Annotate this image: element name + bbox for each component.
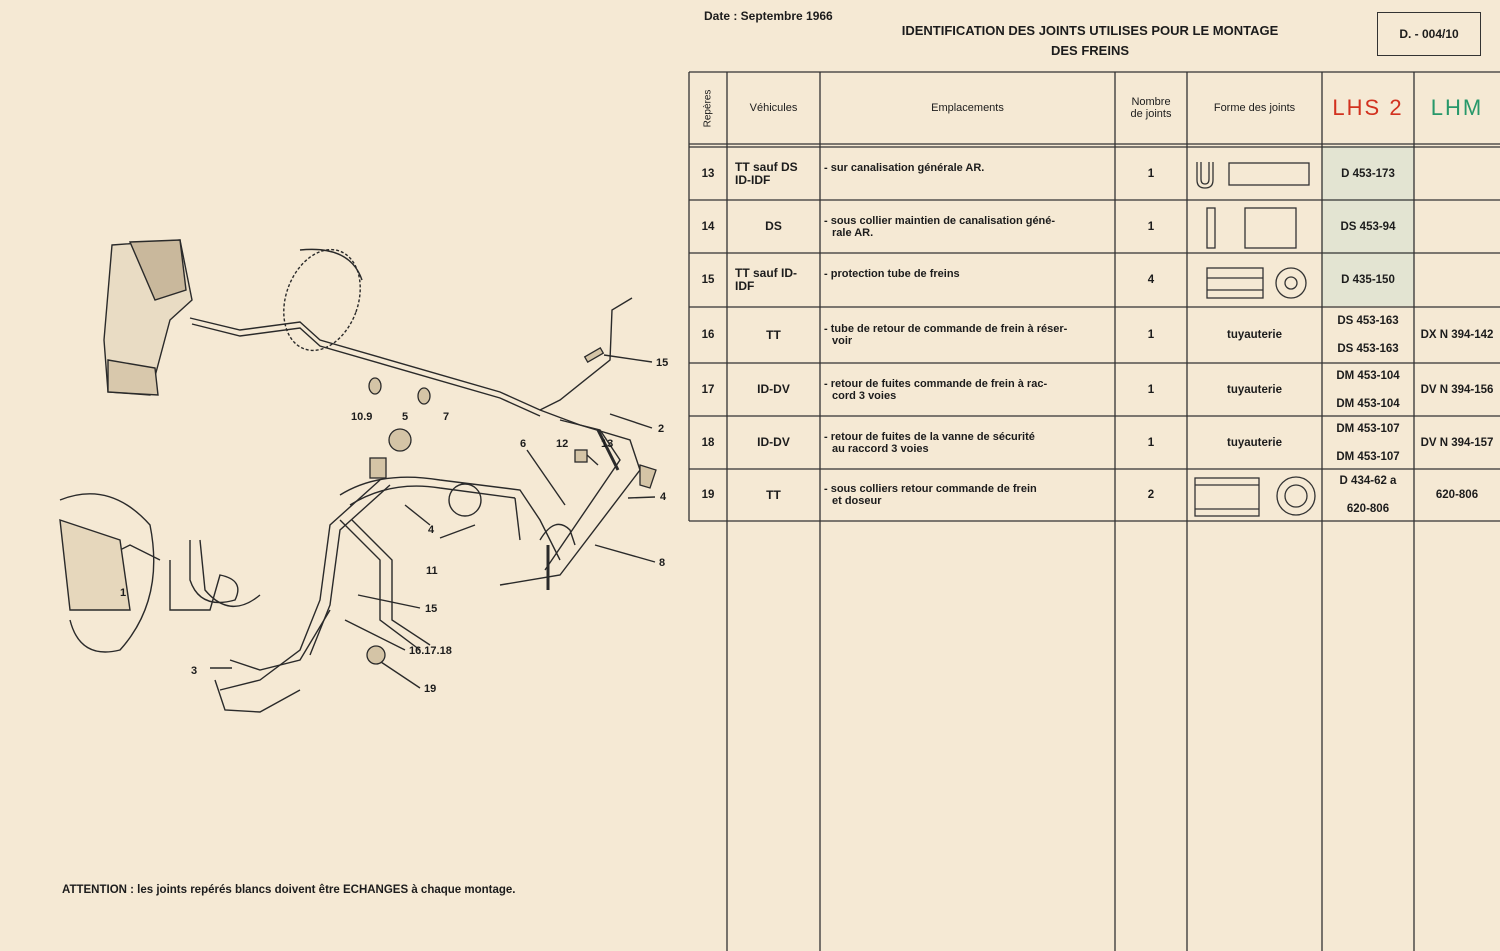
callout-15: 15 <box>425 603 438 615</box>
callout-13: 13 <box>601 438 614 450</box>
callout-12: 12 <box>556 438 569 450</box>
row-14-vehicule: DS <box>765 219 782 233</box>
col-header-lhm: LHM <box>1430 95 1484 120</box>
row-17-emplacement: - retour de fuites commande de frein à rac- cord 3 voies <box>824 377 1048 402</box>
title-line-1: IDENTIFICATION DES JOINTS UTILISES POUR LE MONTAGE <box>901 23 1279 38</box>
row-16-repere: 16 <box>701 329 715 341</box>
row-16-emplacement: - tube de retour de commande de frein à réser- voir <box>824 323 1068 347</box>
title-line-2: DES FREINS <box>1050 43 1129 58</box>
row-18-nombre: 1 <box>1147 436 1155 449</box>
callout-7: 7 <box>443 411 450 423</box>
row-17-repere: 17 <box>701 383 715 396</box>
col-header-forme: Forme des joints <box>1213 102 1296 114</box>
callout-6: 6 <box>520 438 527 450</box>
row-15-lhs2: D 435-150 <box>1341 274 1395 286</box>
row-13-repere: 13 <box>701 167 715 180</box>
row-15-lhm <box>1414 253 1500 307</box>
row-13-lhm <box>1414 147 1500 200</box>
row-14-nombre: 1 <box>1147 220 1155 233</box>
row-17-vehicule: ID-DV <box>757 382 790 396</box>
row-18-emplacement: - retour de fuites de la vanne de sécurité au raccord 3 voies <box>824 430 1035 455</box>
brake-system-diagram <box>0 0 690 760</box>
document-reference: D. - 004/10 <box>1377 12 1481 56</box>
row-19-repere: 19 <box>701 489 715 501</box>
callout-2: 2 <box>658 423 665 435</box>
row-19-lhm: 620-806 <box>1435 489 1479 501</box>
row-19-nombre: 2 <box>1147 489 1155 501</box>
row-18-lhs2: DM 453-107 DM 453-107 <box>1336 422 1400 463</box>
row-19-vehicule: TT <box>766 487 781 502</box>
callout-8: 8 <box>659 557 666 569</box>
row-17-forme: tuyauterie <box>1227 383 1282 396</box>
callout-1: 1 <box>120 587 127 599</box>
row-15-emplacement: - protection tube de freins <box>824 268 960 280</box>
callout-4: 4 <box>428 524 435 536</box>
row-18-lhm: DV N 394-157 <box>1420 436 1494 449</box>
row-13-forme <box>1187 147 1322 200</box>
row-19-lhs2: D 434-62 a 620-806 <box>1339 475 1397 515</box>
row-15-nombre: 4 <box>1147 274 1155 286</box>
row-19-forme <box>1187 469 1322 521</box>
row-16-vehicule: TT <box>766 327 781 342</box>
row-16-lhm: DX N 394-142 <box>1420 329 1494 341</box>
callout-19: 19 <box>424 683 437 695</box>
col-header-lhs2: LHS 2 <box>1332 95 1404 120</box>
row-17-lhs2: DM 453-104 DM 453-104 <box>1336 369 1400 410</box>
row-13-nombre: 1 <box>1147 167 1155 180</box>
row-18-vehicule: ID-DV <box>757 435 790 449</box>
row-15-vehicule: TT sauf ID- IDF <box>735 266 797 293</box>
row-16-lhs2: DS 453-163 DS 453-163 <box>1337 315 1399 355</box>
row-14-repere: 14 <box>701 220 715 233</box>
col-header-emplacements: Emplacements <box>931 102 1004 114</box>
row-14-lhm <box>1414 200 1500 253</box>
row-15-repere: 15 <box>701 274 715 286</box>
row-17-nombre: 1 <box>1147 383 1155 396</box>
col-header-nombre: Nombre de joints <box>1130 96 1172 120</box>
col-header-reperes: Repères <box>702 89 714 127</box>
row-13-emplacement: - sur canalisation générale AR. <box>824 161 985 174</box>
row-13-lhs2: D 453-173 <box>1341 167 1395 180</box>
col-header-vehicules: Véhicules <box>749 102 798 114</box>
callout-3: 3 <box>191 665 198 677</box>
row-14-lhs2: DS 453-94 <box>1340 220 1396 233</box>
row-19-emplacement: - sous colliers retour commande de frein et doseur <box>824 483 1037 507</box>
row-17-lhm: DV N 394-156 <box>1420 383 1494 396</box>
callout-5: 5 <box>402 411 409 423</box>
document-date: Date : Septembre 1966 <box>704 9 833 23</box>
row-15-forme <box>1187 253 1322 307</box>
callout-10.9: 10.9 <box>351 411 373 423</box>
row-16-nombre: 1 <box>1147 329 1155 341</box>
callout-15: 15 <box>656 357 669 369</box>
callout-11: 11 <box>426 565 438 577</box>
row-14-emplacement: - sous collier maintien de canalisation géné- rale AR. <box>824 214 1056 239</box>
row-14-forme <box>1187 200 1322 253</box>
attention-note: ATTENTION : les joints repérés blancs doivent être ECHANGES à chaque montage. <box>62 884 516 896</box>
row-13-vehicule: TT sauf DS ID-IDF <box>735 159 798 187</box>
callout-16.17.18: 16.17.18 <box>409 645 452 657</box>
callout-4: 4 <box>660 491 667 503</box>
row-18-forme: tuyauterie <box>1227 436 1282 449</box>
row-16-forme: tuyauterie <box>1227 329 1282 341</box>
row-18-repere: 18 <box>701 436 715 449</box>
